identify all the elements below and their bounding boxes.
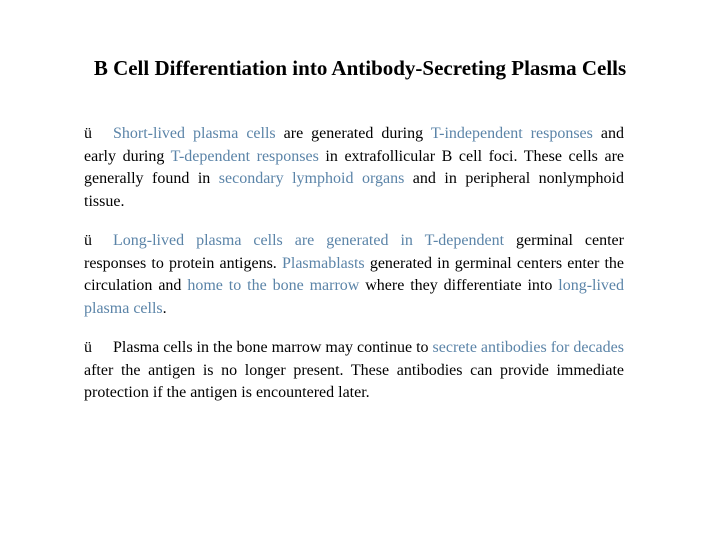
bullet-text: Plasma cells in the bone marrow may continue to xyxy=(113,339,433,356)
bullet-text: in extrafollicular B cell foci. These cells are generally found in xyxy=(84,147,625,187)
bullet-text: where they differentiate into xyxy=(359,277,559,294)
highlighted-term: secrete antibodies for decades xyxy=(432,339,624,356)
bullet-item-short-lived xyxy=(84,123,624,213)
highlighted-term: Long-lived plasma cells are generated in xyxy=(113,232,425,249)
highlighted-term: home to the bone marrow xyxy=(187,277,360,294)
highlighted-term: Short-lived plasma cells xyxy=(113,125,276,142)
bullet-text: and in peripheral nonlymphoid tissue. xyxy=(84,170,625,210)
check-mark-icon: ü xyxy=(84,125,92,142)
highlighted-term: Plasmablasts xyxy=(281,254,365,272)
bullet-text: . xyxy=(162,299,167,317)
highlighted-term: T-dependent responses xyxy=(170,147,319,165)
slide-title: B Cell Differentiation into Antibody-Secreting Plasma Cells xyxy=(93,56,627,80)
bullet-text: after the antigen is no longer present. These antibodies can provide immediate protection if the antigen is encountered later. xyxy=(84,361,624,401)
check-mark-icon: ü xyxy=(84,339,92,356)
highlighted-term: long-lived plasma cells xyxy=(84,277,625,317)
bullet-text: germinal center responses to protein antigens. xyxy=(84,232,624,272)
highlighted-term: T-dependent xyxy=(424,232,505,249)
bullet-text: generated in germinal centers enter the circulation and xyxy=(84,254,624,294)
bullet-text: are generated during xyxy=(275,125,431,142)
bullet-item-bone-marrow xyxy=(84,337,624,405)
bullet-text: and early during xyxy=(84,125,624,165)
highlighted-term: T-independent responses xyxy=(430,125,593,142)
check-mark-icon: ü xyxy=(84,232,92,249)
highlighted-term: secondary lymphoid organs xyxy=(218,170,405,187)
bullet-item-long-lived xyxy=(84,230,624,320)
